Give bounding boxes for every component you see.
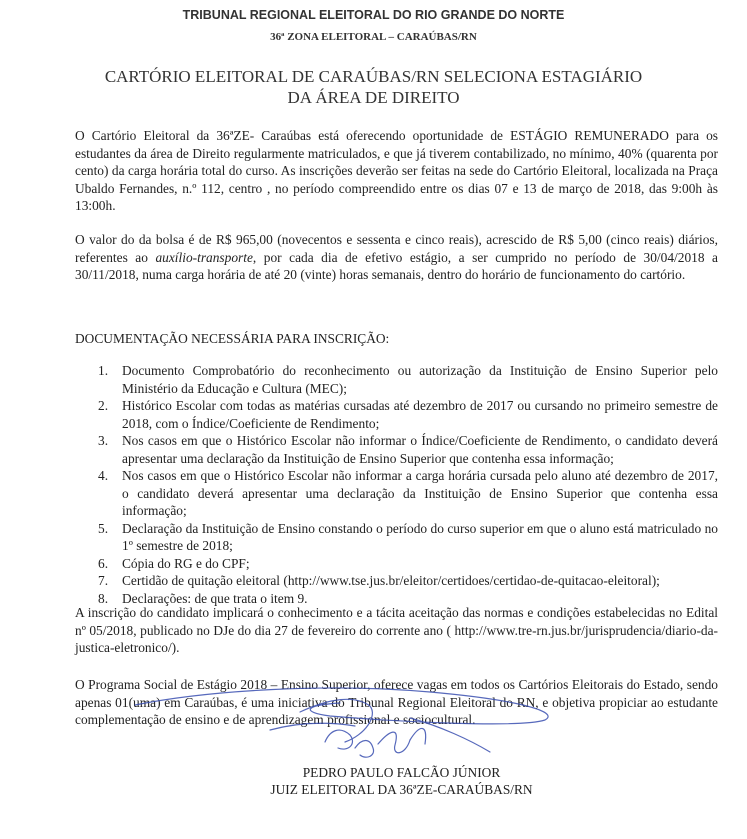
list-item-text: Cópia do RG e do CPF; [122, 555, 250, 571]
title-line-2: DA ÁREA DE DIREITO [287, 88, 460, 107]
signer-role: JUIZ ELEITORAL DA 36ªZE-CARAÚBAS/RN [270, 782, 533, 797]
documentation-list [75, 362, 718, 607]
list-item-number: 4. [98, 468, 109, 483]
program-paragraph: O Programa Social de Estágio 2018 – Ensino Superior, oferece vagas em todos os Cartórios Eleitorais do Estado, sendo apenas 01(uma) em Caraúbas, é uma iniciativa do Tribunal Regional Eleitoral do RN, e objetiva propiciar ao estudante complementação de ensino e de aprendizagem profissional e sociocultural. [75, 677, 718, 727]
court-header: TRIBUNAL REGIONAL ELEITORAL DO RIO GRANDE DO NORTE [182, 8, 565, 22]
list-item-number: 3. [98, 433, 109, 448]
list-item [75, 520, 718, 555]
stipend-paragraph [75, 231, 718, 284]
list-item-number: 7. [98, 573, 109, 588]
list-item-number: 2. [98, 398, 109, 413]
document-title [0, 66, 747, 108]
zone-header: 36ª ZONA ELEITORAL – CARAÚBAS/RN [270, 31, 477, 43]
list-item [75, 432, 718, 467]
title-line-1: CARTÓRIO ELEITORAL DE CARAÚBAS/RN SELECIONA ESTAGIÁRIO [104, 67, 643, 86]
list-item [75, 555, 718, 573]
list-item [75, 397, 718, 432]
documentation-heading: DOCUMENTAÇÃO NECESSÁRIA PARA INSCRIÇÃO: [75, 331, 390, 346]
list-item-number: 1. [98, 363, 109, 378]
list-item-text: Certidão de quitação eleitoral (http://www.tse.jus.br/eleitor/certidoes/certidao-de-quitacao-eleitoral); [122, 573, 660, 588]
signer-name: PEDRO PAULO FALCÃO JÚNIOR [302, 765, 501, 780]
edital-paragraph: A inscrição do candidato implicará o conhecimento e a tácita aceitação das normas e condições estabelecidas no Edital nº 05/2018, publicado no DJe do dia 27 de fevereiro do corrente ano ( http://www.tre-rn.jus.br/jurisprudencia/diario-da-justica-eletronico/). [75, 605, 718, 655]
list-item-text: Histórico Escolar com todas as matérias cursadas até dezembro de 2017 ou cursando no primeiro semestre de 2018, com o Índice/Coeficiente de Rendimento; [122, 398, 718, 431]
list-item-number: 5. [98, 520, 109, 536]
list-item-number: 8. [98, 590, 109, 606]
list-item [75, 467, 718, 520]
intro-paragraph: O Cartório Eleitoral da 36ªZE- Caraúbas está oferecendo oportunidade de ESTÁGIO REMUNERADO para os estudantes da área de Direito regularmente matriculados, e que já tiverem contabilizado, no mínimo, 40% (quarenta por cento) da carga horária total do curso. As inscrições deverão ser feitas na sede do Cartório Eleitoral, localizada na Praça Ubaldo Fernandes, n.º 112, centro , no período compreendido entre os dias 07 e 13 de março de 2018, das 9:00h às 13:00h. [75, 128, 718, 213]
stipend-emphasis: auxílio-transporte [155, 249, 253, 265]
stipend-text-b: , por cada dia de efetivo estágio, a ser cumprido no período de 30/04/2018 a 30/11/2018, numa carga horária de até 20 (vinte) horas semanais, dentro do horário de funcionamento do cartório. [75, 249, 718, 282]
list-item-text: Declaração da Instituição de Ensino constando o período do curso superior em que o aluno está matriculado no 1º semestre de 2018; [122, 520, 718, 553]
list-item-text: Nos casos em que o Histórico Escolar não informar o Índice/Coeficiente de Rendimento, o candidato deverá apresentar uma declaração da Instituição de Ensino Superior que contenha essa informação; [122, 433, 718, 466]
list-item-text: Declarações: de que trata o item 9. [122, 590, 308, 606]
list-item [75, 572, 718, 590]
list-item [75, 362, 718, 397]
stipend-text-a: O valor do da bolsa é de R$ 965,00 (novecentos e sessenta e cinco reais), acrescido de R$ 5,00 (cinco reais) diários, referentes ao [75, 232, 718, 265]
list-item-text: Nos casos em que o Histórico Escolar não informar a carga horária cursada pelo aluno até dezembro de 2017, o candidato deverá apresentar uma declaração da Instituição de Ensino Superior que contenha essa informação; [122, 468, 718, 518]
list-item-number: 6. [98, 555, 109, 571]
list-item-text: Documento Comprobatório do reconhecimento ou autorização da Instituição de Ensino Superior pelo Ministério da Educação e Cultura (MEC); [122, 363, 718, 396]
